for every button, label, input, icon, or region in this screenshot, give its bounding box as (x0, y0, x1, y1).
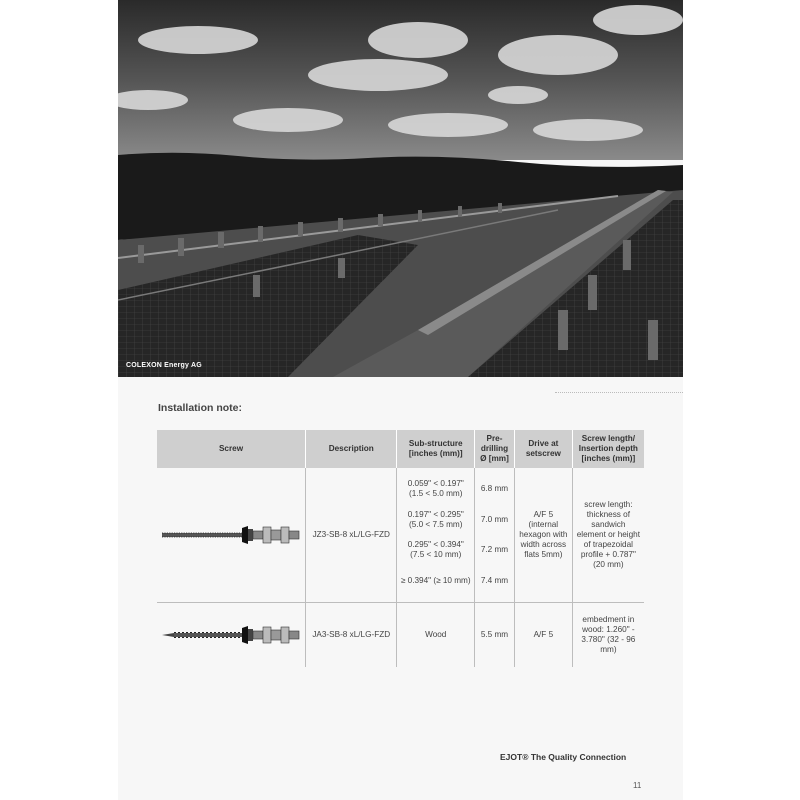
predrilling-value: 7.4 mm (480, 575, 509, 585)
brand-tagline: EJOT® The Quality Connection (500, 752, 627, 762)
header-screw-length: Screw length/ Insertion depth [inches (mm)] (572, 430, 644, 468)
table-row (157, 468, 644, 603)
predrilling-value: 7.2 mm (480, 545, 509, 555)
description-cell: JZ3-SB-8 xL/LG-FZD (306, 468, 397, 603)
substructure-cell (397, 468, 475, 603)
substructure-range: 0.197" < 0.295" (5.0 < 7.5 mm) (407, 509, 464, 529)
screw-length-cell: screw length: thickness of sandwich element or height of trapezoidal profile + 0.787" (20 mm) (572, 468, 644, 603)
screw-image-cell (157, 468, 306, 603)
dotted-divider (555, 392, 683, 393)
screw-image-cell (157, 603, 306, 668)
wood-screw-icon (160, 623, 302, 647)
substructure-range: ≥ 0.394" (≥ 10 mm) (400, 575, 471, 585)
substructure-cell: Wood (397, 603, 475, 668)
table-row (157, 603, 644, 668)
header-substructure: Sub-structure [inches (mm)] (397, 430, 475, 468)
section-heading: Installation note: (158, 402, 242, 414)
predrilling-value: 7.0 mm (480, 514, 509, 524)
header-drive: Drive at setscrew (514, 430, 572, 468)
sandwich-panel-screw-icon (160, 523, 302, 547)
header-screw: Screw (157, 430, 306, 468)
solar-roof-photo (118, 0, 683, 377)
table-header-row (157, 430, 644, 468)
drive-cell: A/F 5 (514, 603, 572, 668)
substructure-range: 0.295" < 0.394" (7.5 < 10 mm) (407, 540, 464, 560)
predrilling-cell (475, 468, 515, 603)
description-cell: JA3-SB-8 xL/LG-FZD (306, 603, 397, 668)
substructure-range: 0.059" < 0.197" (1.5 < 5.0 mm) (407, 479, 464, 498)
predrilling-cell: 5.5 mm (475, 603, 515, 668)
header-predrilling: Pre-drilling Ø [mm] (475, 430, 515, 468)
header-description: Description (306, 430, 397, 468)
screw-spec-table (157, 430, 644, 667)
photo-credit: COLEXON Energy AG (126, 362, 202, 369)
page (118, 0, 683, 800)
page-number: 11 (633, 781, 642, 790)
drive-cell: A/F 5 (internal hexagon with width across flats 5mm) (514, 468, 572, 603)
predrilling-value: 6.8 mm (480, 484, 509, 493)
screw-length-cell: embedment in wood: 1.260" - 3.780" (32 - 96 mm) (581, 615, 636, 654)
